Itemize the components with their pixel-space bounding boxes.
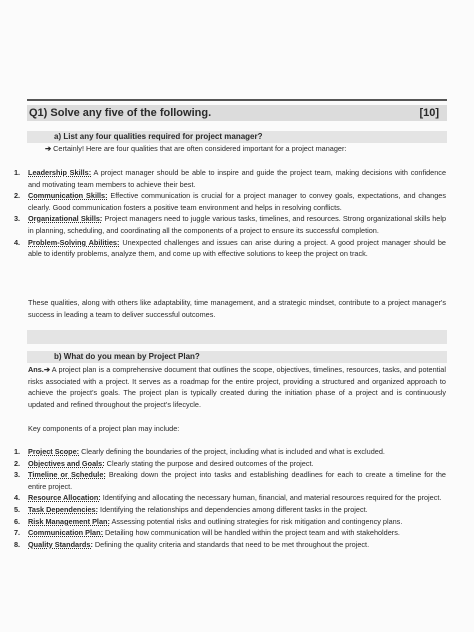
part_a-list-item (14, 167, 446, 190)
list-item-label: Problem-Solving Abilities: (28, 237, 120, 247)
list-item-label: Project Scope: (28, 447, 80, 456)
components-intro: Key components of a project plan may include: (28, 424, 180, 433)
list-item-label: Organizational Skills: (28, 214, 103, 224)
list-item-number: 5. (14, 504, 21, 514)
part_b-list-item (14, 527, 446, 539)
section-separator (27, 330, 447, 344)
list-item-text: Clearly defining the boundaries of the project, including what is included and what is excluded. (79, 447, 385, 456)
part_b-list-item (14, 516, 446, 528)
list-item-label: Communication Plan: (28, 528, 103, 538)
question-title: Q1) Solve any five of the following. (29, 107, 212, 119)
part-b-list (14, 446, 446, 550)
part-a-heading (27, 131, 447, 143)
part-a-conclusion: These qualities, along with others like adaptability, time management, and a strategic mindset, contribute to a project manager's success in leading a team to deliver successful outcomes. (28, 298, 446, 319)
list-item-number: 1. (14, 168, 21, 177)
part-b-answer (28, 364, 446, 410)
top-rule (27, 99, 447, 101)
part_a-list-item (14, 213, 446, 236)
list-item-number: 8. (14, 539, 21, 549)
list-item-text: Unexpected challenges and issues can arise during a project. A good project manager should be able to identify problems, analyze them, and come up with effective solutions to keep the project on track. (28, 237, 446, 259)
list-item-label: Objectives and Goals: (28, 458, 105, 468)
list-item-number: 1. (14, 447, 21, 456)
list-item-label: Leadership Skills: (28, 168, 92, 177)
list-item-label: Resource Allocation: (28, 493, 101, 503)
list-item-label: Quality Standards: (28, 539, 93, 549)
list-item-text: Assessing potential risks and outlining strategies for risk mitigation and contingency plans. (109, 516, 403, 526)
list-item-number: 2. (14, 458, 21, 468)
part_b-list-item (14, 458, 446, 470)
list-item-text: Effective communication is crucial for a project manager to convey goals, expectations, and changes clearly. Good communication fosters a positive team environment and helps in resolving conflicts. (28, 191, 447, 212)
list-item-number: 3. (14, 214, 21, 224)
list-item-number: 3. (14, 470, 21, 480)
arrow-icon: ➔ (43, 365, 50, 374)
list-item-text: Identifying and allocating the necessary human, financial, and material resources required for the project. (100, 493, 442, 503)
list-item-label: Risk Management Plan: (28, 516, 110, 526)
part_b-list-item (14, 446, 446, 458)
list-item-number: 4. (14, 493, 21, 503)
list-item-label: Task Dependencies: (28, 504, 99, 514)
question-header (27, 105, 447, 121)
list-item-label: Timeline or Schedule: (28, 470, 106, 480)
list-item-number: 7. (14, 528, 21, 538)
part-b-heading-text: b) What do you mean by Project Plan? (54, 352, 200, 361)
question-marks: [10] (419, 107, 439, 119)
list-item-text: Defining the quality criteria and standards that need to be met throughout the project. (92, 539, 370, 549)
part-a-intro (45, 143, 445, 155)
list-item-number: 4. (14, 237, 21, 247)
part-a-intro-text: Certainly! Here are four qualities that are often considered important for a project manager: (53, 144, 347, 153)
part-a-heading-text: a) List any four qualities required for project manager? (54, 132, 263, 141)
part-b-heading (27, 351, 447, 363)
list-item-number: 2. (14, 191, 21, 201)
part_b-list-item (14, 492, 446, 504)
part_a-list-item (14, 190, 446, 213)
part_a-list-item (14, 237, 446, 260)
list-item-text: A project manager should be able to inspire and guide the project team, making decisions with confidence and motivating team members to achieve their best. (28, 168, 447, 189)
part_b-list-item (14, 469, 446, 492)
part-b-answer-text: A project plan is a comprehensive document that outlines the scope, objectives, timelines, resources, tasks, and potential risks associated with a project. It serves as a roadmap for the entire project, providing a structured and organized approach to achieve the project's goals. The project plan is typically created during the initiation phase of a project and is continuously updated and refined throughout the project's lifecycle. (28, 365, 446, 409)
list-item-number: 6. (14, 516, 21, 526)
part_b-list-item (14, 504, 446, 516)
ans-label: Ans. (28, 365, 44, 374)
list-item-text: Clearly stating the purpose and desired outcomes of the project. (104, 458, 314, 468)
list-item-text: Breaking down the project into tasks and establishing deadlines for each to create a timeline for the entire project. (28, 470, 446, 491)
list-item-label: Communication Skills: (28, 191, 108, 201)
arrow-icon: ➔ (45, 144, 52, 153)
part_b-list-item (14, 539, 446, 551)
part-a-list (14, 167, 446, 260)
list-item-text: Project managers need to juggle various tasks, timelines, and resources. Strong organizational skills help in planning, scheduling, and coordinating all the components of a project to ensure its successful completion. (28, 214, 446, 235)
list-item-text: Identifying the relationships and dependencies among different tasks in the project. (98, 504, 368, 514)
list-item-text: Detailing how communication will be handled within the project team and with stakeholders. (103, 528, 400, 538)
